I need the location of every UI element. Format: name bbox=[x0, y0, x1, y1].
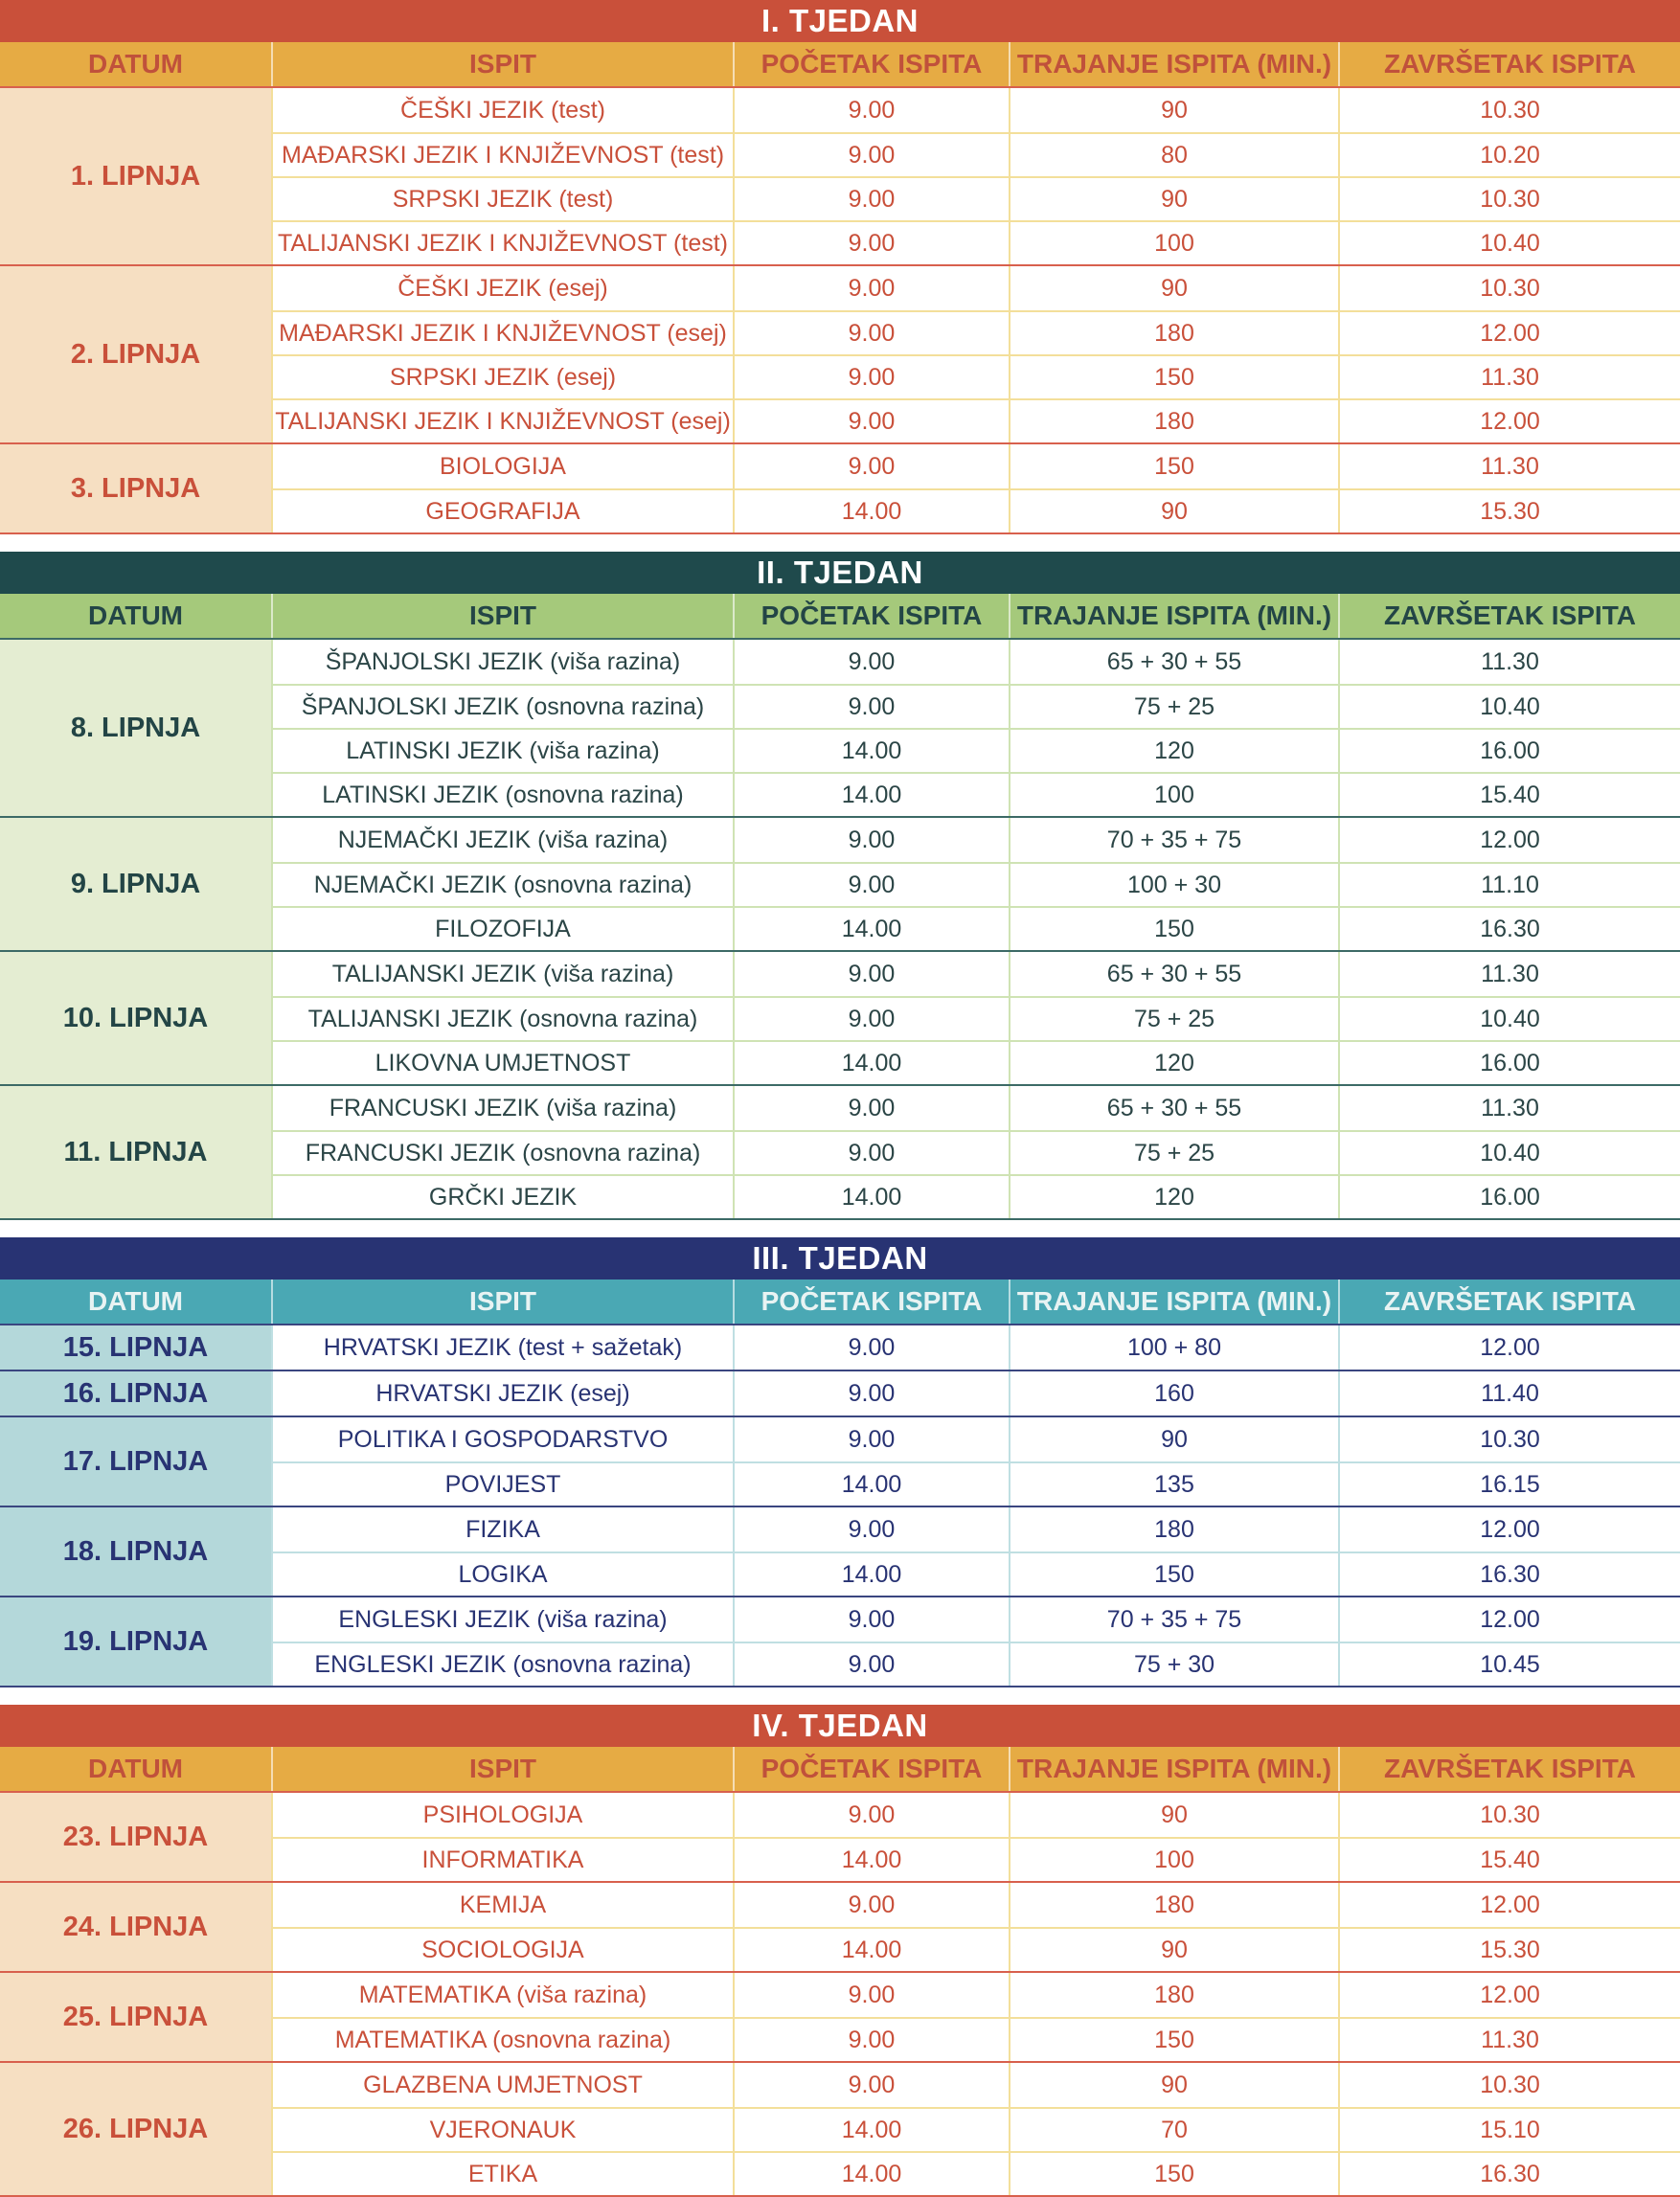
duration: 75 + 25 bbox=[1009, 998, 1338, 1040]
start-time: 9.00 bbox=[733, 640, 1009, 684]
week-section bbox=[0, 1237, 1680, 1687]
duration: 90 bbox=[1009, 88, 1338, 132]
table-row bbox=[271, 488, 1680, 532]
table-row bbox=[271, 862, 1680, 906]
end-time: 12.00 bbox=[1338, 1507, 1680, 1551]
start-time: 14.00 bbox=[733, 490, 1009, 532]
duration: 100 bbox=[1009, 1839, 1338, 1881]
start-time: 9.00 bbox=[733, 818, 1009, 862]
start-time: 14.00 bbox=[733, 1839, 1009, 1881]
week-title: II. TJEDAN bbox=[0, 552, 1680, 594]
table-row bbox=[271, 996, 1680, 1040]
duration: 180 bbox=[1009, 400, 1338, 442]
date-group bbox=[0, 1417, 1680, 1507]
table-header bbox=[0, 42, 1680, 88]
exam-name: MATEMATIKA (osnovna razina) bbox=[271, 2019, 733, 2061]
end-time: 11.30 bbox=[1338, 2019, 1680, 2061]
duration: 150 bbox=[1009, 2153, 1338, 2195]
start-time: 9.00 bbox=[733, 444, 1009, 488]
date-group bbox=[0, 1325, 1680, 1371]
start-time: 9.00 bbox=[733, 952, 1009, 996]
duration: 100 bbox=[1009, 774, 1338, 816]
table-header bbox=[0, 1280, 1680, 1325]
end-time: 10.40 bbox=[1338, 998, 1680, 1040]
duration: 120 bbox=[1009, 730, 1338, 772]
duration: 135 bbox=[1009, 1463, 1338, 1506]
start-time: 9.00 bbox=[733, 400, 1009, 442]
start-time: 14.00 bbox=[733, 1463, 1009, 1506]
week-spacer bbox=[0, 1687, 1680, 1705]
duration: 75 + 25 bbox=[1009, 1132, 1338, 1174]
exam-name: KEMIJA bbox=[271, 1883, 733, 1927]
end-time: 12.00 bbox=[1338, 1325, 1680, 1370]
duration: 180 bbox=[1009, 1507, 1338, 1551]
exam-rows bbox=[271, 818, 1680, 950]
duration: 70 bbox=[1009, 2109, 1338, 2151]
exam-name: PSIHOLOGIJA bbox=[271, 1793, 733, 1837]
start-time: 9.00 bbox=[733, 88, 1009, 132]
exam-rows bbox=[271, 952, 1680, 1084]
end-time: 12.00 bbox=[1338, 312, 1680, 354]
date-group bbox=[0, 2063, 1680, 2197]
exam-name: VJERONAUK bbox=[271, 2109, 733, 2151]
start-time: 14.00 bbox=[733, 730, 1009, 772]
start-time: 9.00 bbox=[733, 1793, 1009, 1837]
table-row bbox=[271, 640, 1680, 684]
end-time: 10.30 bbox=[1338, 1793, 1680, 1837]
table-row bbox=[271, 1461, 1680, 1506]
duration: 150 bbox=[1009, 444, 1338, 488]
table-row bbox=[271, 684, 1680, 728]
end-time: 10.40 bbox=[1338, 1132, 1680, 1174]
end-time: 10.30 bbox=[1338, 88, 1680, 132]
duration: 100 + 80 bbox=[1009, 1325, 1338, 1370]
exam-name: FRANCUSKI JEZIK (viša razina) bbox=[271, 1086, 733, 1130]
exam-name: BIOLOGIJA bbox=[271, 444, 733, 488]
table-row bbox=[271, 266, 1680, 310]
table-row bbox=[271, 220, 1680, 264]
duration: 100 bbox=[1009, 222, 1338, 264]
table-row bbox=[271, 952, 1680, 996]
duration: 180 bbox=[1009, 1883, 1338, 1927]
exam-rows bbox=[271, 1973, 1680, 2061]
date-group bbox=[0, 640, 1680, 818]
week-title: III. TJEDAN bbox=[0, 1237, 1680, 1280]
table-row bbox=[271, 1371, 1680, 1416]
header-end: ZAVRŠETAK ISPITA bbox=[1338, 1280, 1680, 1324]
week-spacer bbox=[0, 1220, 1680, 1237]
start-time: 14.00 bbox=[733, 2109, 1009, 2151]
duration: 80 bbox=[1009, 134, 1338, 176]
date-cell: 15. LIPNJA bbox=[0, 1325, 271, 1370]
header-start: POČETAK ISPITA bbox=[733, 594, 1009, 638]
table-row bbox=[271, 1597, 1680, 1642]
exam-name: FRANCUSKI JEZIK (osnovna razina) bbox=[271, 1132, 733, 1174]
header-date: DATUM bbox=[87, 49, 183, 79]
end-time: 12.00 bbox=[1338, 400, 1680, 442]
duration: 150 bbox=[1009, 908, 1338, 950]
start-time: 9.00 bbox=[733, 1597, 1009, 1642]
end-time: 10.30 bbox=[1338, 266, 1680, 310]
exam-name: ČEŠKI JEZIK (test) bbox=[271, 88, 733, 132]
duration: 90 bbox=[1009, 266, 1338, 310]
start-time: 14.00 bbox=[733, 1042, 1009, 1084]
exam-name: HRVATSKI JEZIK (test + sažetak) bbox=[271, 1325, 733, 1370]
date-cell: 24. LIPNJA bbox=[0, 1883, 271, 1971]
header-end: ZAVRŠETAK ISPITA bbox=[1338, 42, 1680, 86]
end-time: 11.30 bbox=[1338, 444, 1680, 488]
table-row bbox=[271, 1793, 1680, 1837]
header-start: POČETAK ISPITA bbox=[733, 42, 1009, 86]
table-row bbox=[271, 2017, 1680, 2061]
date-group bbox=[0, 818, 1680, 952]
end-time: 12.00 bbox=[1338, 1973, 1680, 2017]
exam-name: LIKOVNA UMJETNOST bbox=[271, 1042, 733, 1084]
exam-name: INFORMATIKA bbox=[271, 1839, 733, 1881]
end-time: 12.00 bbox=[1338, 1883, 1680, 1927]
end-time: 10.30 bbox=[1338, 2063, 1680, 2107]
duration: 90 bbox=[1009, 1929, 1338, 1971]
date-cell: 26. LIPNJA bbox=[0, 2063, 271, 2195]
table-row bbox=[271, 1927, 1680, 1971]
end-time: 11.10 bbox=[1338, 864, 1680, 906]
start-time: 9.00 bbox=[733, 998, 1009, 1040]
date-group bbox=[0, 444, 1680, 534]
exam-name: LATINSKI JEZIK (osnovna razina) bbox=[271, 774, 733, 816]
table-row bbox=[271, 2151, 1680, 2195]
header-duration: TRAJANJE ISPITA (MIN.) bbox=[1009, 1747, 1338, 1791]
end-time: 12.00 bbox=[1338, 818, 1680, 862]
end-time: 16.15 bbox=[1338, 1463, 1680, 1506]
end-time: 16.00 bbox=[1338, 1176, 1680, 1218]
exam-name: ENGLESKI JEZIK (viša razina) bbox=[271, 1597, 733, 1642]
table-row bbox=[271, 398, 1680, 442]
exam-name: ETIKA bbox=[271, 2153, 733, 2195]
header-start: POČETAK ISPITA bbox=[733, 1747, 1009, 1791]
end-time: 10.45 bbox=[1338, 1643, 1680, 1686]
duration: 180 bbox=[1009, 1973, 1338, 2017]
duration: 90 bbox=[1009, 490, 1338, 532]
duration: 90 bbox=[1009, 178, 1338, 220]
header-exam: ISPIT bbox=[271, 1280, 733, 1324]
exam-rows bbox=[271, 1883, 1680, 1971]
table-row bbox=[271, 1507, 1680, 1551]
table-row bbox=[271, 1551, 1680, 1596]
end-time: 11.30 bbox=[1338, 1086, 1680, 1130]
header-duration: TRAJANJE ISPITA (MIN.) bbox=[1009, 594, 1338, 638]
end-time: 10.30 bbox=[1338, 1417, 1680, 1461]
exam-name: MAĐARSKI JEZIK I KNJIŽEVNOST (esej) bbox=[271, 312, 733, 354]
exam-name: SRPSKI JEZIK (test) bbox=[271, 178, 733, 220]
table-row bbox=[271, 818, 1680, 862]
duration: 150 bbox=[1009, 1553, 1338, 1596]
date-cell: 9. LIPNJA bbox=[0, 818, 271, 950]
exam-name: ČEŠKI JEZIK (esej) bbox=[271, 266, 733, 310]
duration: 90 bbox=[1009, 2063, 1338, 2107]
table-row bbox=[271, 132, 1680, 176]
table-row bbox=[271, 1130, 1680, 1174]
start-time: 9.00 bbox=[733, 178, 1009, 220]
exam-name: HRVATSKI JEZIK (esej) bbox=[271, 1371, 733, 1416]
exam-name: NJEMAČKI JEZIK (osnovna razina) bbox=[271, 864, 733, 906]
exam-name: LOGIKA bbox=[271, 1553, 733, 1596]
end-time: 10.40 bbox=[1338, 222, 1680, 264]
exam-name: SOCIOLOGIJA bbox=[271, 1929, 733, 1971]
exam-name: NJEMAČKI JEZIK (viša razina) bbox=[271, 818, 733, 862]
table-row bbox=[271, 310, 1680, 354]
table-row bbox=[271, 1417, 1680, 1461]
header-duration: TRAJANJE ISPITA (MIN.) bbox=[1009, 1280, 1338, 1324]
start-time: 9.00 bbox=[733, 864, 1009, 906]
table-row bbox=[271, 1642, 1680, 1686]
start-time: 14.00 bbox=[733, 774, 1009, 816]
end-time: 12.00 bbox=[1338, 1597, 1680, 1642]
date-group bbox=[0, 266, 1680, 444]
header-date: DATUM bbox=[87, 1754, 183, 1783]
table-row bbox=[271, 772, 1680, 816]
header-end: ZAVRŠETAK ISPITA bbox=[1338, 594, 1680, 638]
exam-name: TALIJANSKI JEZIK I KNJIŽEVNOST (test) bbox=[271, 222, 733, 264]
exam-name: ŠPANJOLSKI JEZIK (osnovna razina) bbox=[271, 686, 733, 728]
end-time: 15.10 bbox=[1338, 2109, 1680, 2151]
end-time: 15.40 bbox=[1338, 774, 1680, 816]
date-group bbox=[0, 1597, 1680, 1687]
exam-name: ŠPANJOLSKI JEZIK (viša razina) bbox=[271, 640, 733, 684]
week-section bbox=[0, 0, 1680, 534]
table-row bbox=[271, 1040, 1680, 1084]
end-time: 11.30 bbox=[1338, 640, 1680, 684]
table-row bbox=[271, 2107, 1680, 2151]
exam-name: MAĐARSKI JEZIK I KNJIŽEVNOST (test) bbox=[271, 134, 733, 176]
start-time: 14.00 bbox=[733, 2153, 1009, 2195]
duration: 75 + 30 bbox=[1009, 1643, 1338, 1686]
date-cell: 1. LIPNJA bbox=[0, 88, 271, 264]
end-time: 16.30 bbox=[1338, 2153, 1680, 2195]
start-time: 9.00 bbox=[733, 266, 1009, 310]
exam-name: SRPSKI JEZIK (esej) bbox=[271, 356, 733, 398]
date-cell: 11. LIPNJA bbox=[0, 1086, 271, 1218]
exam-rows bbox=[271, 444, 1680, 532]
exam-rows bbox=[271, 1417, 1680, 1506]
header-date: DATUM bbox=[87, 600, 183, 630]
start-time: 9.00 bbox=[733, 1507, 1009, 1551]
week-spacer bbox=[0, 534, 1680, 552]
duration: 75 + 25 bbox=[1009, 686, 1338, 728]
header-exam: ISPIT bbox=[271, 594, 733, 638]
exam-rows bbox=[271, 2063, 1680, 2195]
duration: 70 + 35 + 75 bbox=[1009, 818, 1338, 862]
date-cell: 18. LIPNJA bbox=[0, 1507, 271, 1596]
duration: 65 + 30 + 55 bbox=[1009, 1086, 1338, 1130]
duration: 120 bbox=[1009, 1176, 1338, 1218]
duration: 160 bbox=[1009, 1371, 1338, 1416]
start-time: 9.00 bbox=[733, 356, 1009, 398]
duration: 100 + 30 bbox=[1009, 864, 1338, 906]
date-group bbox=[0, 88, 1680, 266]
duration: 180 bbox=[1009, 312, 1338, 354]
date-cell: 2. LIPNJA bbox=[0, 266, 271, 442]
end-time: 11.40 bbox=[1338, 1371, 1680, 1416]
table-row bbox=[271, 1086, 1680, 1130]
table-row bbox=[271, 906, 1680, 950]
table-row bbox=[271, 444, 1680, 488]
week-section bbox=[0, 1705, 1680, 2197]
start-time: 9.00 bbox=[733, 312, 1009, 354]
exam-rows bbox=[271, 640, 1680, 816]
table-row bbox=[271, 1973, 1680, 2017]
exam-name: FIZIKA bbox=[271, 1507, 733, 1551]
exam-name: TALIJANSKI JEZIK I KNJIŽEVNOST (esej) bbox=[271, 400, 733, 442]
table-header bbox=[0, 1747, 1680, 1793]
table-row bbox=[271, 1837, 1680, 1881]
week-title: IV. TJEDAN bbox=[0, 1705, 1680, 1747]
header-date: DATUM bbox=[87, 1286, 183, 1316]
start-time: 14.00 bbox=[733, 1553, 1009, 1596]
exam-name: ENGLESKI JEZIK (osnovna razina) bbox=[271, 1643, 733, 1686]
end-time: 15.40 bbox=[1338, 1839, 1680, 1881]
duration: 90 bbox=[1009, 1793, 1338, 1837]
date-group bbox=[0, 1793, 1680, 1883]
table-row bbox=[271, 1325, 1680, 1370]
end-time: 10.20 bbox=[1338, 134, 1680, 176]
end-time: 10.30 bbox=[1338, 178, 1680, 220]
exam-name: TALIJANSKI JEZIK (viša razina) bbox=[271, 952, 733, 996]
week-title: I. TJEDAN bbox=[0, 0, 1680, 42]
table-row bbox=[271, 88, 1680, 132]
date-group bbox=[0, 952, 1680, 1086]
duration: 65 + 30 + 55 bbox=[1009, 952, 1338, 996]
start-time: 9.00 bbox=[733, 1973, 1009, 2017]
exam-rows bbox=[271, 88, 1680, 264]
start-time: 9.00 bbox=[733, 1132, 1009, 1174]
exam-name: FILOZOFIJA bbox=[271, 908, 733, 950]
start-time: 9.00 bbox=[733, 1643, 1009, 1686]
date-cell: 19. LIPNJA bbox=[0, 1597, 271, 1686]
exam-name: GLAZBENA UMJETNOST bbox=[271, 2063, 733, 2107]
exam-rows bbox=[271, 1325, 1680, 1370]
date-group bbox=[0, 1371, 1680, 1417]
start-time: 9.00 bbox=[733, 1883, 1009, 1927]
start-time: 9.00 bbox=[733, 134, 1009, 176]
duration: 65 + 30 + 55 bbox=[1009, 640, 1338, 684]
start-time: 14.00 bbox=[733, 908, 1009, 950]
date-cell: 16. LIPNJA bbox=[0, 1371, 271, 1416]
duration: 150 bbox=[1009, 2019, 1338, 2061]
end-time: 10.40 bbox=[1338, 686, 1680, 728]
start-time: 9.00 bbox=[733, 1086, 1009, 1130]
table-row bbox=[271, 1174, 1680, 1218]
duration: 120 bbox=[1009, 1042, 1338, 1084]
table-row bbox=[271, 354, 1680, 398]
table-row bbox=[271, 1883, 1680, 1927]
exam-name: LATINSKI JEZIK (viša razina) bbox=[271, 730, 733, 772]
exam-rows bbox=[271, 1793, 1680, 1881]
table-row bbox=[271, 2063, 1680, 2107]
exam-rows bbox=[271, 266, 1680, 442]
header-start: POČETAK ISPITA bbox=[733, 1280, 1009, 1324]
date-cell: 23. LIPNJA bbox=[0, 1793, 271, 1881]
date-group bbox=[0, 1973, 1680, 2063]
exam-rows bbox=[271, 1086, 1680, 1218]
end-time: 16.30 bbox=[1338, 908, 1680, 950]
date-cell: 17. LIPNJA bbox=[0, 1417, 271, 1506]
table-header bbox=[0, 594, 1680, 640]
exam-rows bbox=[271, 1371, 1680, 1416]
start-time: 14.00 bbox=[733, 1176, 1009, 1218]
start-time: 9.00 bbox=[733, 686, 1009, 728]
start-time: 9.00 bbox=[733, 2019, 1009, 2061]
header-exam: ISPIT bbox=[271, 1747, 733, 1791]
end-time: 16.00 bbox=[1338, 730, 1680, 772]
table-row bbox=[271, 728, 1680, 772]
header-exam: ISPIT bbox=[271, 42, 733, 86]
exam-name: MATEMATIKA (viša razina) bbox=[271, 1973, 733, 2017]
start-time: 9.00 bbox=[733, 1417, 1009, 1461]
start-time: 9.00 bbox=[733, 1371, 1009, 1416]
exam-name: POVIJEST bbox=[271, 1463, 733, 1506]
end-time: 11.30 bbox=[1338, 356, 1680, 398]
start-time: 9.00 bbox=[733, 222, 1009, 264]
exam-rows bbox=[271, 1507, 1680, 1596]
duration: 90 bbox=[1009, 1417, 1338, 1461]
date-cell: 10. LIPNJA bbox=[0, 952, 271, 1084]
start-time: 14.00 bbox=[733, 1929, 1009, 1971]
header-duration: TRAJANJE ISPITA (MIN.) bbox=[1009, 42, 1338, 86]
exam-name: POLITIKA I GOSPODARSTVO bbox=[271, 1417, 733, 1461]
exam-name: TALIJANSKI JEZIK (osnovna razina) bbox=[271, 998, 733, 1040]
exam-name: GRČKI JEZIK bbox=[271, 1176, 733, 1218]
date-cell: 25. LIPNJA bbox=[0, 1973, 271, 2061]
date-group bbox=[0, 1086, 1680, 1220]
exam-name: GEOGRAFIJA bbox=[271, 490, 733, 532]
end-time: 11.30 bbox=[1338, 952, 1680, 996]
duration: 70 + 35 + 75 bbox=[1009, 1597, 1338, 1642]
table-row bbox=[271, 176, 1680, 220]
end-time: 16.00 bbox=[1338, 1042, 1680, 1084]
duration: 150 bbox=[1009, 356, 1338, 398]
start-time: 9.00 bbox=[733, 1325, 1009, 1370]
start-time: 9.00 bbox=[733, 2063, 1009, 2107]
end-time: 16.30 bbox=[1338, 1553, 1680, 1596]
end-time: 15.30 bbox=[1338, 1929, 1680, 1971]
end-time: 15.30 bbox=[1338, 490, 1680, 532]
date-cell: 8. LIPNJA bbox=[0, 640, 271, 816]
date-group bbox=[0, 1883, 1680, 1973]
exam-rows bbox=[271, 1597, 1680, 1686]
header-end: ZAVRŠETAK ISPITA bbox=[1338, 1747, 1680, 1791]
date-cell: 3. LIPNJA bbox=[0, 444, 271, 532]
week-section bbox=[0, 552, 1680, 1220]
date-group bbox=[0, 1507, 1680, 1597]
